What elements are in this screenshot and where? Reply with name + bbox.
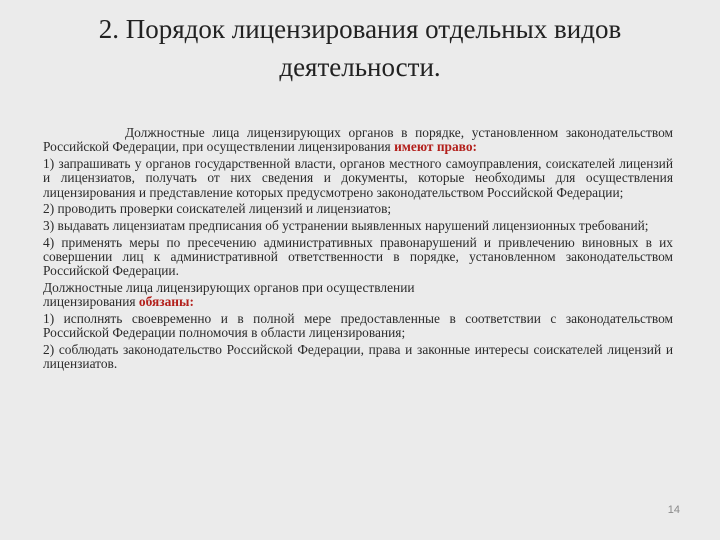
duties-intro-line-2: лицензирования <box>43 294 136 310</box>
rights-intro-paragraph <box>43 126 673 155</box>
rights-item-2: 2) проводить проверки соискателей лицензий и лицензиатов; <box>43 201 392 217</box>
slide-title <box>40 10 680 86</box>
rights-item-3: 3) выдавать лицензиатам предписания об устранении выявленных нарушений лицензионных требований; <box>43 217 649 233</box>
duties-item-2: 2) соблюдать законодательство Российской Федерации, права и законные интересы соискателей лицензий и лицензиатов. <box>43 341 673 372</box>
duties-intro-paragraph <box>43 281 673 310</box>
title-line-2: деятельности. <box>279 52 441 82</box>
page-number: 14 <box>667 504 680 516</box>
rights-item-1: 1) запрашивать у органов государственной власти, органов местного самоуправления, соискателей лицензий и лицензиатов, получать от них сведения и документы, которые необходимы для осуществления лицензирования и представление которых предусмотрено законодательством Российской Федерации; <box>43 155 673 200</box>
duties-item-1: 1) исполнять своевременно и в полной мере предоставленные в соответствии с законодательством Российской Федерации полномочия в области лицензирования; <box>43 310 673 341</box>
title-line-1: 2. Порядок лицензирования отдельных видов <box>98 14 622 44</box>
rights-emphasis: имеют право: <box>394 139 477 155</box>
slide-body <box>43 126 673 374</box>
rights-item-4: 4) применять меры по пресечению административных правонарушений и привлечению виновных в их совершении лиц к административной ответственности в порядке, установленном законодательством Российской Федерации. <box>43 234 673 279</box>
rights-intro-text: Должностные лица лицензирующих органов в порядке, установленном законодательством Российской Федерации, при осуществлении лицензирования <box>43 125 673 155</box>
duties-emphasis: обязаны: <box>138 294 194 310</box>
duties-intro-line-1: Должностные лица лицензирующих органов при осуществлении <box>43 279 415 295</box>
